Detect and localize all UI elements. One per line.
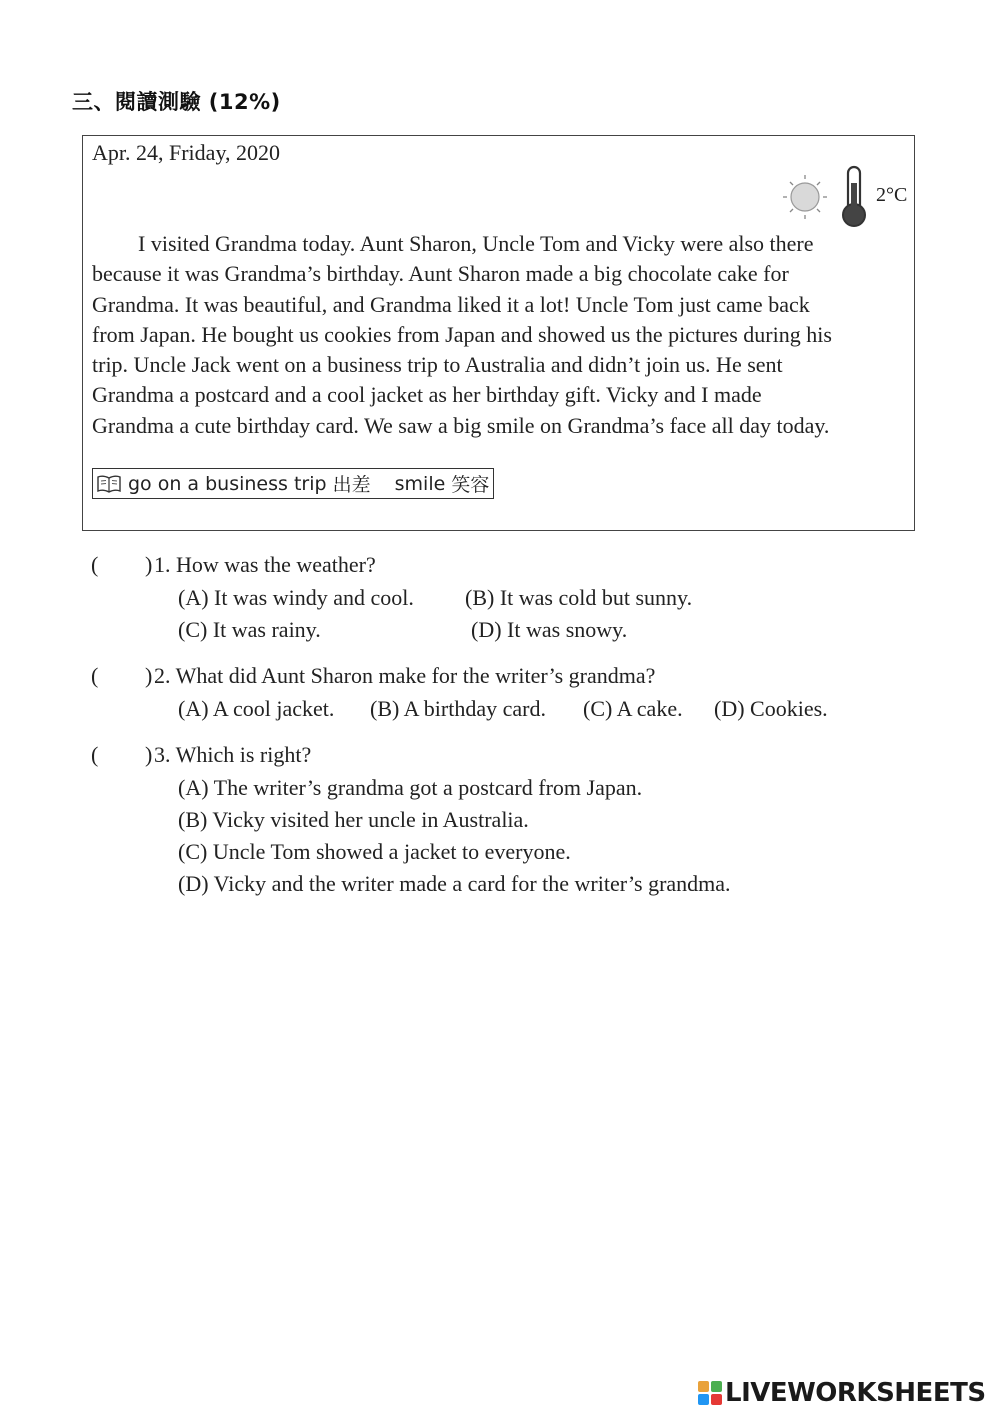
passage-line: from Japan. He bought us cookies from Japan and showed us the pictures during his xyxy=(92,321,832,347)
option-d: (D) It was snowy. xyxy=(471,617,628,642)
option-d: (D) Vicky and the writer made a card for the writer’s grandma. xyxy=(178,871,731,896)
answer-paren-close: ) xyxy=(145,742,153,767)
liveworksheets-logo-icon xyxy=(697,1380,723,1406)
option-b: (B) A birthday card. xyxy=(370,696,546,721)
passage-line: Grandma. It was beautiful, and Grandma liked it a lot! Uncle Tom just came back xyxy=(92,291,810,317)
option-a: (A) The writer’s grandma got a postcard from Japan. xyxy=(178,775,643,800)
passage-line: I visited Grandma today. Aunt Sharon, Uncle Tom and Vicky were also there xyxy=(138,231,814,256)
option-b: (B) It was cold but sunny. xyxy=(465,585,693,610)
question-stem: 1. How was the weather? xyxy=(154,552,376,577)
option-a: (A) It was windy and cool. xyxy=(178,585,414,610)
logo-text: LIVEWORKSHEETS xyxy=(725,1378,986,1408)
answer-paren-close: ) xyxy=(145,663,153,688)
vocab-translation: 出差 xyxy=(332,474,371,496)
temperature-label: 2°C xyxy=(876,184,908,206)
sun-icon xyxy=(783,175,827,219)
option-c: (C) It was rainy. xyxy=(178,617,321,642)
option-d: (D) Cookies. xyxy=(714,696,828,721)
passage-text xyxy=(92,229,907,441)
passage-line: because it was Grandma’s birthday. Aunt Sharon made a big chocolate cake for xyxy=(92,261,789,287)
answer-paren-close: ) xyxy=(145,552,153,577)
passage-line: trip. Uncle Jack went on a business trip to Australia and didn’t join us. He sent xyxy=(92,352,783,378)
thermometer-icon xyxy=(843,167,865,226)
vocab-term: smile xyxy=(394,472,446,495)
passage-line: Grandma a postcard and a cool jacket as her birthday gift. Vicky and I made xyxy=(92,382,762,408)
option-c: (C) Uncle Tom showed a jacket to everyone. xyxy=(178,839,571,864)
liveworksheets-logo[interactable] xyxy=(697,1378,986,1408)
vocab-term: go on a business trip xyxy=(128,472,327,495)
option-c: (C) A cake. xyxy=(583,696,683,721)
reading-passage-box xyxy=(82,135,915,531)
vocab-translation: 笑容 xyxy=(451,474,490,496)
option-a: (A) A cool jacket. xyxy=(178,696,335,721)
question-stem: 3. Which is right? xyxy=(154,742,312,767)
question-stem: 2. What did Aunt Sharon make for the writer’s grandma? xyxy=(154,663,656,688)
section-title: 三、閱讀測驗 (12%) xyxy=(72,90,281,114)
answer-paren-open: ( xyxy=(91,552,99,577)
diary-date: Apr. 24, Friday, 2020 xyxy=(92,140,281,165)
option-b: (B) Vicky visited her uncle in Australia. xyxy=(178,807,529,832)
book-icon xyxy=(96,474,122,494)
answer-paren-open: ( xyxy=(91,663,99,688)
passage-line: Grandma a cute birthday card. We saw a big smile on Grandma’s face all day today. xyxy=(92,412,830,438)
answer-paren-open: ( xyxy=(91,742,99,767)
vocabulary-box xyxy=(92,468,494,499)
